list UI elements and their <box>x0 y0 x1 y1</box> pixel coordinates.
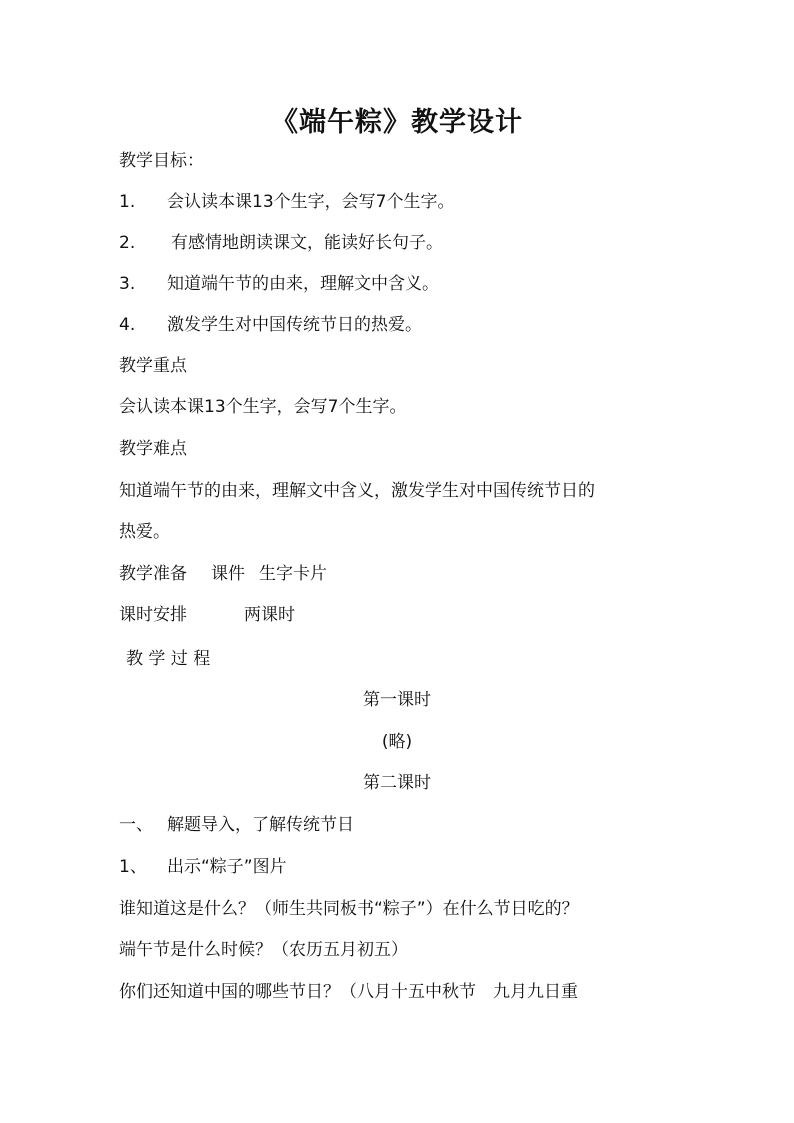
lesson-two-heading: 第二课时 <box>363 773 431 793</box>
section-heading <box>119 814 354 836</box>
schedule-value: 两课时 <box>244 605 295 625</box>
difficulties-text-line: 热爱。 <box>119 522 170 542</box>
key-points-heading: 教学重点 <box>119 356 187 376</box>
preparation-item: 生字卡片 <box>259 564 327 584</box>
objective-text: 有感情地朗读课文，能读好长句子。 <box>171 233 443 253</box>
objective-item <box>119 191 454 213</box>
step-text: 出示“粽子”图片 <box>167 857 287 877</box>
schedule-label: 课时安排 <box>119 605 187 625</box>
objective-item <box>119 232 443 254</box>
objective-text: 会认读本课13个生字，会写7个生字。 <box>167 192 455 212</box>
objective-number: 1. <box>119 192 136 212</box>
process-heading: 教 学 过 程 <box>126 649 211 669</box>
preparation-line <box>119 563 327 585</box>
objective-text: 激发学生对中国传统节日的热爱。 <box>167 315 422 335</box>
objective-item <box>119 273 439 295</box>
objectives-heading: 教学目标： <box>119 151 204 171</box>
key-points-text: 会认读本课13个生字，会写7个生字。 <box>119 397 407 417</box>
step-number: 1、 <box>119 857 147 877</box>
difficulties-heading: 教学难点 <box>119 439 187 459</box>
section-title: 解题导入，了解传统节日 <box>167 815 354 835</box>
objective-text: 知道端午节的由来，理解文中含义。 <box>167 274 439 294</box>
objective-number: 4. <box>119 315 136 335</box>
lesson-one-heading: 第一课时 <box>363 690 431 710</box>
objective-number: 2. <box>119 233 136 253</box>
lesson-one-note: (略) <box>381 732 413 752</box>
objective-number: 3. <box>119 274 136 294</box>
preparation-label: 教学准备 <box>119 564 187 584</box>
question-line: 端午节是什么时候？（农历五月初五） <box>119 940 408 960</box>
question-line: 谁知道这是什么？（师生共同板书“粽子”）在什么节日吃的？ <box>119 899 579 919</box>
step-item <box>119 856 287 878</box>
section-number: 一、 <box>119 815 153 835</box>
objective-item <box>119 314 422 336</box>
difficulties-text-line: 知道端午节的由来，理解文中含义，激发学生对中国传统节日的 <box>119 481 595 501</box>
schedule-line <box>119 604 295 626</box>
preparation-item: 课件 <box>211 564 245 584</box>
document-title: 《端午粽》教学设计 <box>271 107 523 138</box>
question-line: 你们还知道中国的哪些节日？（八月十五中秋节 九月九日重 <box>119 982 578 1002</box>
